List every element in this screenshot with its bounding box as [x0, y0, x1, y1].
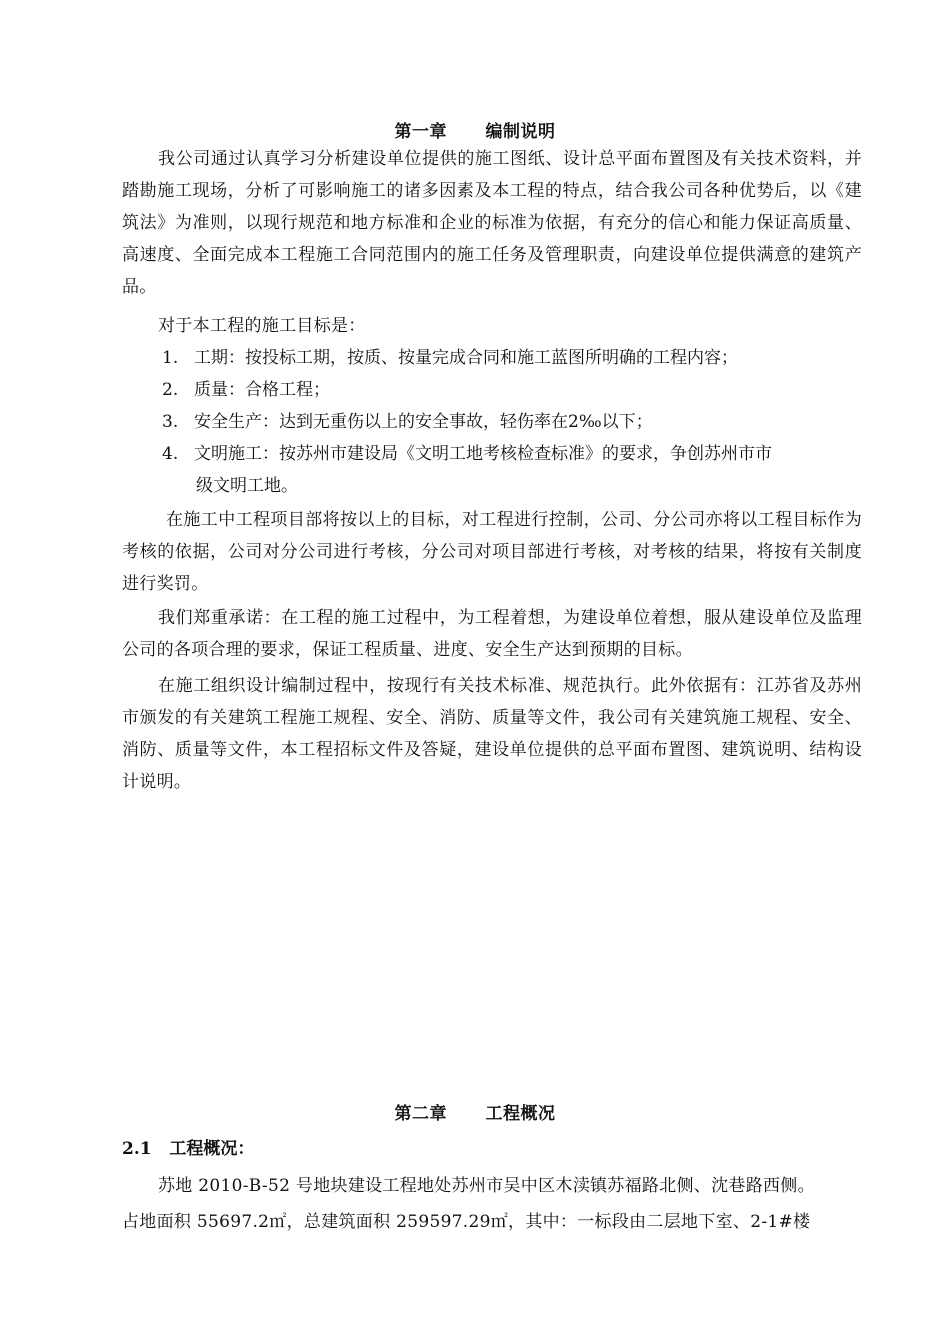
section-2-1-title: 2.1 工程概况： [122, 1139, 255, 1159]
chapter-1-title: 第一章 编制说明 [394, 122, 556, 142]
chapter-2-paragraph-1-line-1: 苏地 2010-B-52 号地块建设工程地处苏州市吴中区木渎镇苏福路北侧、沈巷路西侧。 [158, 1176, 815, 1196]
chapter-2-paragraph-1-line-2: 占地面积 55697.2㎡，总建筑面积 259597.29㎡，其中：一标段由二层地下室、2-1#楼 [122, 1212, 811, 1232]
goals-intro: 对于本工程的施工目标是： [158, 316, 366, 336]
chapter-2-title: 第二章 工程概况 [394, 1104, 556, 1124]
goal-number: 4. [162, 444, 179, 464]
chapter-1-paragraph-3: 我们郑重承诺：在工程的施工过程中，为工程着想，为建设单位着想，服从建设单位及监理公司的各项合理的要求，保证工程质量、进度、安全生产达到预期的目标。 [122, 608, 862, 660]
goal-text: 质量：合格工程； [194, 380, 330, 400]
chapter-1-paragraph-4: 在施工组织设计编制过程中，按现行有关技术标准、规范执行。此外依据有：江苏省及苏州市颁发的有关建筑工程施工规程、安全、消防、质量等文件，我公司有关建筑施工规程、安全、消防、质量等文件，本工程招标文件及答疑，建设单位提供的总平面布置图、建筑说明、结构设计说明。 [122, 676, 862, 792]
chapter-1-paragraph-2: 在施工中工程项目部将按以上的目标，对工程进行控制，公司、分公司亦将以工程目标作为考核的依据，公司对分公司进行考核，分公司对项目部进行考核，对考核的结果，将按有关制度进行奖罚。 [122, 510, 862, 594]
goal-item-4-continuation: 级文明工地。 [196, 476, 298, 496]
goal-item-2 [162, 374, 862, 406]
goal-item-4 [162, 438, 862, 470]
goal-text: 安全生产：达到无重伤以上的安全事故，轻伤率在2‰以下； [194, 412, 653, 432]
goal-number: 2. [162, 380, 179, 400]
chapter-1-paragraph-1: 我公司通过认真学习分析建设单位提供的施工图纸、设计总平面布置图及有关技术资料，并踏勘施工现场，分析了可影响施工的诸多因素及本工程的特点，结合我公司各种优势后，以《建筑法》为准则，以现行规范和地方标准和企业的标准为依据，有充分的信心和能力保证高质量、高速度、全面完成本工程施工合同范围内的施工任务及管理职责，向建设单位提供满意的建筑产品。 [122, 149, 862, 297]
goal-item-3 [162, 406, 862, 438]
goal-text: 文明施工：按苏州市建设局《文明工地考核检查标准》的要求，争创苏州市市 [194, 444, 772, 464]
goal-text: 工期：按投标工期，按质、按量完成合同和施工蓝图所明确的工程内容； [194, 348, 738, 368]
goal-number: 3. [162, 412, 179, 432]
goal-number: 1. [162, 348, 179, 368]
goal-item-1 [162, 342, 862, 374]
